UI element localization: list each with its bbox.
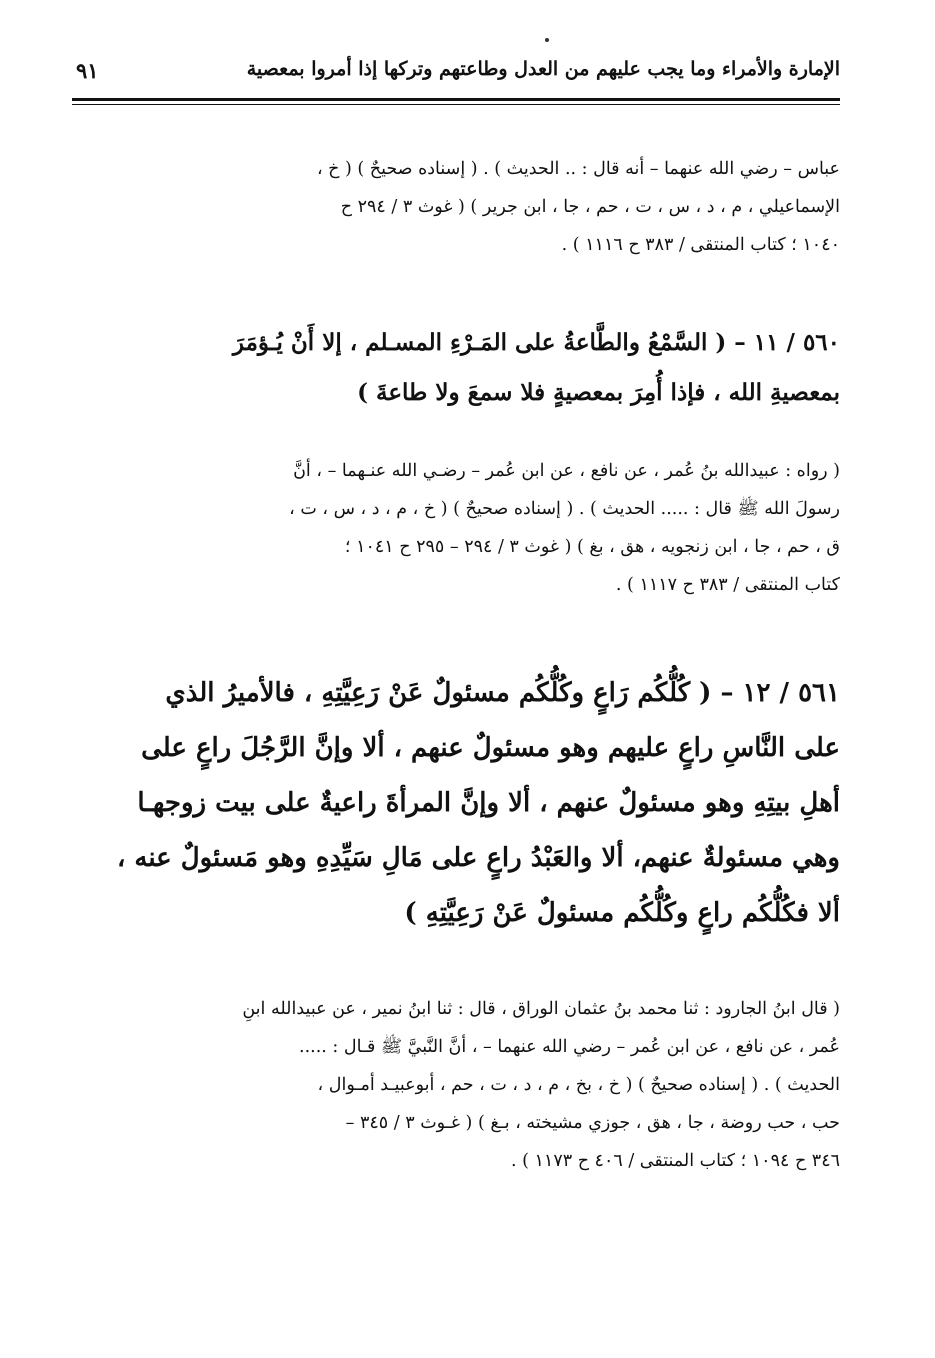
sources-block-3: [80, 990, 840, 1180]
header-rule-thin: [72, 104, 840, 105]
text-line: ( قال ابنُ الجارود : ثنا محمد بنُ عثمان الوراق ، قال : ثنا ابنُ نمير ، عن عبيدالله ابنِ: [242, 999, 840, 1019]
text-line: رسولَ الله ﷺ قال : ..... الحديث ) . ( إسناده صحيحٌ ) ( خ ، م ، د ، س ، ت ،: [289, 499, 840, 519]
sources-block-2: [80, 452, 840, 604]
text-line: كتاب المنتقى / ٣٨٣ ح ١١١٧ ) .: [615, 575, 840, 595]
text-line: ١٠٤٠ ؛ كتاب المنتقى / ٣٨٣ ح ١١١٦ ) .: [561, 235, 840, 255]
page-header: [72, 54, 840, 104]
text-line: ق ، حم ، جا ، ابن زنجويه ، هق ، بغ ) ( غوث ٣ / ٢٩٤ – ٢٩٥ ح ١٠٤١ ؛: [344, 537, 840, 557]
text-line: ٣٤٦ ح ١٠٩٤ ؛ كتاب المنتقى / ٤٠٦ ح ١١٧٣ ) .: [511, 1151, 840, 1171]
hadith-line: على النَّاسِ راعٍ عليهم وهو مسئولٌ عنهم ، ألا وإنَّ الرَّجُلَ راعٍ على: [141, 733, 840, 763]
running-title: الإمارة والأمراء وما يجب عليهم من العدل وطاعتهم وتركها إذا أمروا بمعصية: [246, 58, 840, 80]
hadith-line: ٥٦١ / ١٢ – ( كُلُّكُم رَاعٍ وكُلُّكُم مسئولٌ عَنْ رَعِيَّتِهِ ، فالأميرُ الذي: [165, 678, 840, 708]
hadith-561: [80, 666, 840, 941]
text-line: عباس – رضي الله عنهما – أنه قال : .. الحديث ) . ( إسناده صحيحٌ ) ( خ ،: [316, 159, 840, 179]
hadith-line: بمعصيةِ الله ، فإذا أُمِرَ بمعصيةٍ فلا سمعَ ولا طاعةَ ): [357, 379, 840, 406]
text-line: الإسماعيلي ، م ، د ، س ، ت ، حم ، جا ، ابن جرير ) ( غوث ٣ / ٢٩٤ ح: [340, 197, 840, 217]
sources-block-1: [80, 150, 840, 264]
text-line: عُمر ، عن نافع ، عن ابن عُمر – رضي الله عنهما – ، أنَّ النَّبيَّ ﷺ قـال : .....: [299, 1037, 840, 1057]
hadith-line: وهي مسئولةٌ عنهم، ألا والعَبْدُ راعٍ على مَالِ سَيِّدِهِ وهو مَسئولٌ عنه ،: [116, 843, 840, 873]
page-number: ٩١: [76, 58, 99, 83]
hadith-line: ٥٦٠ / ١١ – ( السَّمْعُ والطَّاعةُ على المَـرْءِ المسـلم ، إلا أَنْ يُـؤمَرَ: [232, 329, 840, 356]
hadith-line: أهلِ بيتِهِ وهو مسئولٌ عنهم ، ألا وإنَّ المرأةَ راعيةٌ على بيت زوجهـا: [137, 788, 840, 818]
header-rule: [72, 98, 840, 101]
text-line: الحديث ) . ( إسناده صحيحٌ ) ( خ ، بخ ، م ، د ، ت ، حم ، أبوعبيـد أمـوال ،: [317, 1075, 840, 1095]
hadith-line: ألا فكُلُّكُم راعٍ وكُلُّكُم مسئولٌ عَنْ رَعِيَّتِهِ ): [404, 898, 840, 928]
text-line: ( رواه : عبيدالله بنُ عُمر ، عن نافع ، عن ابن عُمر – رضـي الله عنـهما – ، أنَّ: [293, 461, 840, 481]
text-line: حب ، حب روضة ، جا ، هق ، جوزي مشيخته ، بـغ ) ( غـوث ٣ / ٣٤٥ –: [345, 1113, 840, 1133]
top-dot-mark: [545, 38, 549, 42]
hadith-560: [80, 318, 840, 418]
